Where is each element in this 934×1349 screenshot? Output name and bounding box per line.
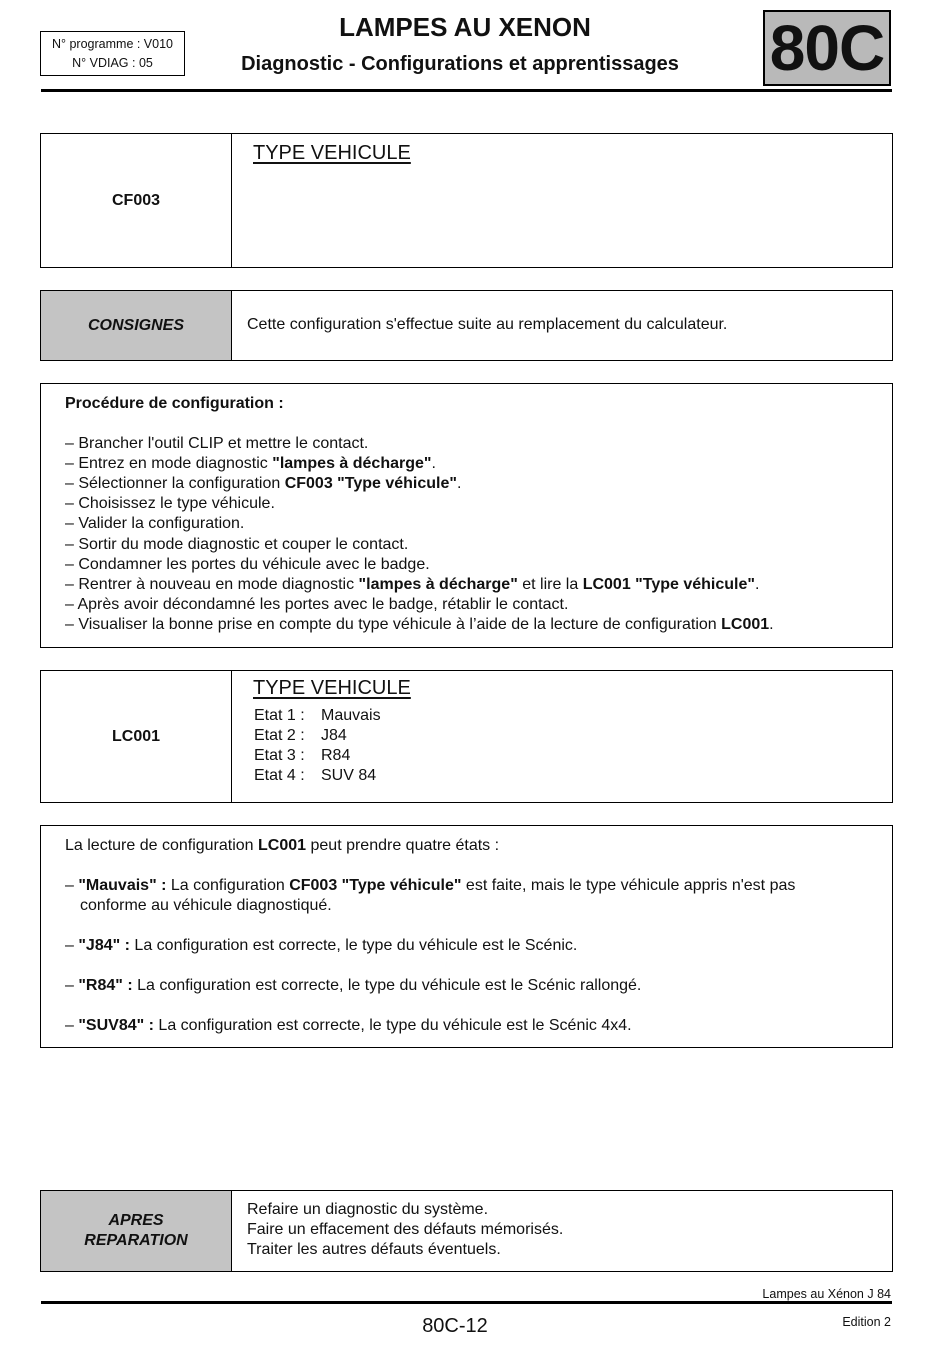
step-text: – Rentrer à nouveau en mode diagnostic — [65, 575, 359, 593]
step-text: et lire la — [517, 575, 583, 593]
apres-line: Traiter les autres défauts éventuels. — [247, 1241, 501, 1259]
item-dash: – — [65, 1017, 79, 1035]
lc001-code-cell — [41, 671, 232, 802]
step-text: – Visualiser la bonne prise en compte du type véhicule à l’aide de la lecture de configuration — [65, 615, 722, 633]
consignes-label-cell — [41, 291, 232, 360]
lecture-item-line — [65, 936, 892, 956]
procedure-step — [65, 555, 892, 575]
item-dash: – — [65, 877, 79, 895]
state-value: R84 — [321, 747, 351, 765]
apres-label-2: REPARATION — [84, 1232, 188, 1249]
page-number: 80C-12 — [422, 1315, 488, 1337]
programme-box — [40, 31, 185, 76]
cf003-code-cell — [41, 134, 232, 267]
procedure-step — [65, 514, 892, 534]
lc001-table — [40, 670, 893, 803]
step-bold: "lampes à décharge" — [358, 575, 518, 593]
state-row — [254, 746, 892, 766]
state-value: SUV 84 — [321, 767, 377, 785]
item-bold: CF003 "Type véhicule" — [289, 877, 462, 895]
state-label: Etat 2 : — [254, 727, 305, 745]
consignes-text-cell — [232, 291, 892, 360]
step-text: . — [431, 455, 436, 473]
apres-line: Faire un effacement des défauts mémorisés. — [247, 1221, 564, 1239]
consignes-table — [40, 290, 893, 361]
item-text: La configuration — [166, 877, 290, 895]
step-text: – Valider la configuration. — [65, 515, 245, 533]
step-text: . — [754, 575, 760, 593]
cf003-heading: TYPE VEHICULE — [253, 142, 411, 164]
programme-number: N° programme : V010 — [51, 37, 174, 51]
cf003-code: CF003 — [111, 191, 161, 209]
state-row — [254, 726, 892, 746]
footer-document: Lampes au Xénon J 84 — [762, 1287, 891, 1301]
lc001-content-cell — [232, 671, 892, 802]
procedure-step — [65, 575, 892, 595]
step-bold: LC001 — [721, 615, 770, 633]
procedure-steps — [65, 434, 892, 635]
item-key: "Mauvais" : — [78, 877, 167, 895]
lc001-states — [253, 706, 892, 786]
step-text: – Sortir du mode diagnostic et couper le contact. — [65, 535, 409, 553]
lecture-item — [65, 1016, 892, 1036]
consignes-label: CONSIGNES — [87, 316, 184, 334]
page-title: LAMPES AU XENON — [339, 12, 591, 42]
header-divider — [41, 89, 892, 92]
state-value: J84 — [321, 727, 347, 745]
procedure-step — [65, 434, 892, 454]
apres-table — [40, 1190, 893, 1272]
apres-label-1: APRES — [108, 1212, 164, 1229]
step-text: – Entrez en mode diagnostic — [65, 455, 273, 473]
step-text: – Brancher l'outil CLIP et mettre le contact. — [65, 435, 369, 453]
item-key: "SUV84" : — [78, 1017, 154, 1035]
step-text: – Condamner les portes du véhicule avec le badge. — [65, 555, 430, 573]
procedure-step — [65, 494, 892, 514]
procedure-step — [65, 595, 892, 615]
lecture-intro-end: peut prendre quatre états : — [306, 837, 500, 854]
lecture-items — [65, 876, 892, 1036]
lecture-item-line — [65, 876, 892, 896]
lecture-box — [40, 825, 893, 1048]
step-text: – Après avoir décondamné les portes avec le badge, rétablir le contact. — [65, 595, 569, 613]
lecture-item-line2: conforme au véhicule diagnostiqué. — [80, 897, 332, 915]
item-text: La configuration est correcte, le type du véhicule est le Scénic. — [129, 937, 578, 955]
item-key: "R84" : — [78, 977, 133, 995]
cf003-table — [40, 133, 893, 268]
lecture-intro-text: La lecture de configuration — [65, 837, 259, 854]
lc001-code: LC001 — [111, 727, 161, 745]
consignes-text: Cette configuration s'effectue suite au remplacement du calculateur. — [247, 316, 728, 334]
state-value: Mauvais — [321, 707, 381, 724]
state-row — [254, 766, 892, 786]
step-text: – Sélectionner la configuration — [65, 475, 285, 493]
lecture-item — [65, 976, 892, 996]
procedure-box — [40, 383, 893, 648]
item-text: La configuration est correcte, le type du véhicule est le Scénic 4x4. — [153, 1017, 632, 1035]
step-text: . — [769, 615, 774, 633]
procedure-step — [65, 474, 892, 494]
lecture-item-line — [65, 976, 892, 996]
state-label: Etat 3 : — [254, 747, 305, 765]
item-text: est faite, mais le type véhicule appris n'est pas — [461, 877, 796, 895]
section-code: 80C — [763, 10, 891, 86]
state-row — [254, 706, 892, 726]
procedure-step — [65, 454, 892, 474]
step-text: – Choisissez le type véhicule. — [65, 495, 275, 513]
procedure-step — [65, 615, 892, 635]
step-text: . — [456, 475, 462, 493]
step-bold: "lampes à décharge" — [272, 455, 432, 473]
lc001-heading: TYPE VEHICULE — [253, 677, 411, 699]
lecture-item-line — [65, 1016, 892, 1036]
apres-line: Refaire un diagnostic du système. — [247, 1201, 489, 1218]
cf003-content-cell — [232, 134, 892, 267]
vdiag-number: N° VDIAG : 05 — [72, 56, 153, 70]
item-key: "J84" : — [78, 937, 130, 955]
item-dash: – — [65, 937, 79, 955]
apres-label-cell — [41, 1191, 232, 1271]
apres-lines — [232, 1191, 892, 1271]
lecture-intro — [65, 836, 892, 856]
page-subtitle: Diagnostic - Configurations et apprentissages — [241, 53, 679, 75]
lecture-item — [65, 936, 892, 956]
lecture-intro-code: LC001 — [258, 837, 307, 854]
state-label: Etat 4 : — [254, 767, 305, 785]
edition: Edition 2 — [842, 1315, 891, 1329]
step-bold: CF003 "Type véhicule" — [284, 475, 457, 493]
item-dash: – — [65, 977, 79, 995]
state-label: Etat 1 : — [254, 707, 305, 724]
item-text: La configuration est correcte, le type du véhicule est le Scénic rallongé. — [132, 977, 642, 995]
step-bold: LC001 "Type véhicule" — [582, 575, 755, 593]
procedure-title: Procédure de configuration : — [65, 395, 284, 412]
lecture-item — [65, 876, 892, 916]
footer-divider — [41, 1301, 892, 1304]
procedure-step — [65, 535, 892, 555]
